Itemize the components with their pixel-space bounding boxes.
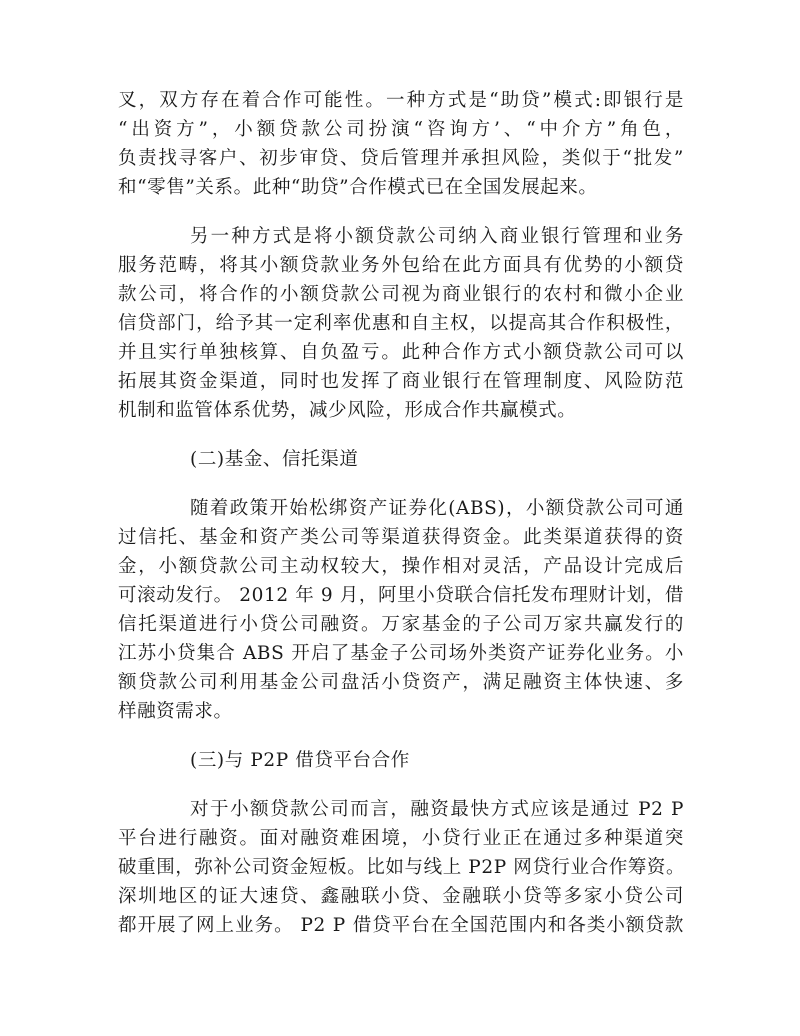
paragraph-4-line-2: 平台进行融资。面对融资难困境，小贷行业正在通过多种渠道突: [118, 828, 684, 849]
paragraph-4-line-3: 破重围，弥补公司资金短板。比如与线上 P2P 网贷行业合作筹资。: [118, 857, 686, 878]
paragraph-2-line-7: 机制和监管体系优势，减少风险，形成合作共赢模式。: [118, 400, 577, 421]
paragraph-3-line-4: 可滚动发行。 2012 年 9 月，阿里小贷联合信托发布理财计划，借: [118, 585, 684, 606]
paragraph-2-line-1: 另一种方式是将小额贷款公司纳入商业银行管理和业务: [190, 226, 684, 247]
paragraph-3-line-5: 信托渠道进行小贷公司融资。万家基金的子公司万家共赢发行的: [118, 614, 684, 635]
paragraph-3-line-8: 样融资需求。: [118, 701, 233, 722]
paragraph-2-line-4: 信贷部门，给予其一定利率优惠和自主权，以提高其合作积极性，: [118, 313, 684, 334]
paragraph-4-line-5: 都开展了网上业务。 P2 P 借贷平台在全国范围内和各类小额贷款: [118, 915, 684, 936]
paragraph-2-line-3: 款公司，将合作的小额贷款公司视为商业银行的农村和微小企业: [118, 284, 684, 305]
paragraph-1-line-3: 负责找寻客户、初步审贷、贷后管理并承担风险，类似于“批发”: [118, 148, 684, 169]
paragraph-3-line-1: 随着政策开始松绑资产证券化(ABS)，小额贷款公司可通: [190, 498, 684, 519]
paragraph-2-line-6: 拓展其资金渠道，同时也发挥了商业银行在管理制度、风险防范: [118, 371, 684, 392]
paragraph-2-line-5: 并且实行单独核算、自负盈亏。此种合作方式小额贷款公司可以: [118, 342, 684, 363]
paragraph-3-line-6: 江苏小贷集合 ABS 开启了基金子公司场外类资产证券化业务。小: [118, 643, 684, 664]
paragraph-3-line-7: 额贷款公司利用基金公司盘活小贷资产，满足融资主体快速、多: [118, 672, 684, 693]
paragraph-1-line-4: 和“零售”关系。此种“助贷”合作模式已在全国发展起来。: [118, 177, 598, 198]
paragraph-1-line-2: “出资方”，小额贷款公司扮演“咨询方’、“中介方”角色，: [118, 119, 684, 140]
paragraph-4-line-1: 对于小额贷款公司而言，融资最快方式应该是通过 P2 P: [190, 799, 684, 820]
paragraph-3-line-2: 过信托、基金和资产类公司等渠道获得资金。此类渠道获得的资: [118, 527, 684, 548]
paragraph-1-line-1: 叉，双方存在着合作可能性。一种方式是“助贷”模式:即银行是: [118, 90, 684, 111]
section-heading-3: (三)与 P2P 借贷平台合作: [190, 750, 410, 771]
section-heading-2: (二)基金、信托渠道: [190, 449, 359, 470]
paragraph-3-line-3: 金，小额贷款公司主动权较大，操作相对灵活，产品设计完成后: [118, 556, 684, 577]
paragraph-4-line-4: 深圳地区的证大速贷、鑫融联小贷、金融联小贷等多家小贷公司: [118, 886, 684, 907]
paragraph-2-line-2: 服务范畴，将其小额贷款业务外包给在此方面具有优势的小额贷: [118, 255, 684, 276]
